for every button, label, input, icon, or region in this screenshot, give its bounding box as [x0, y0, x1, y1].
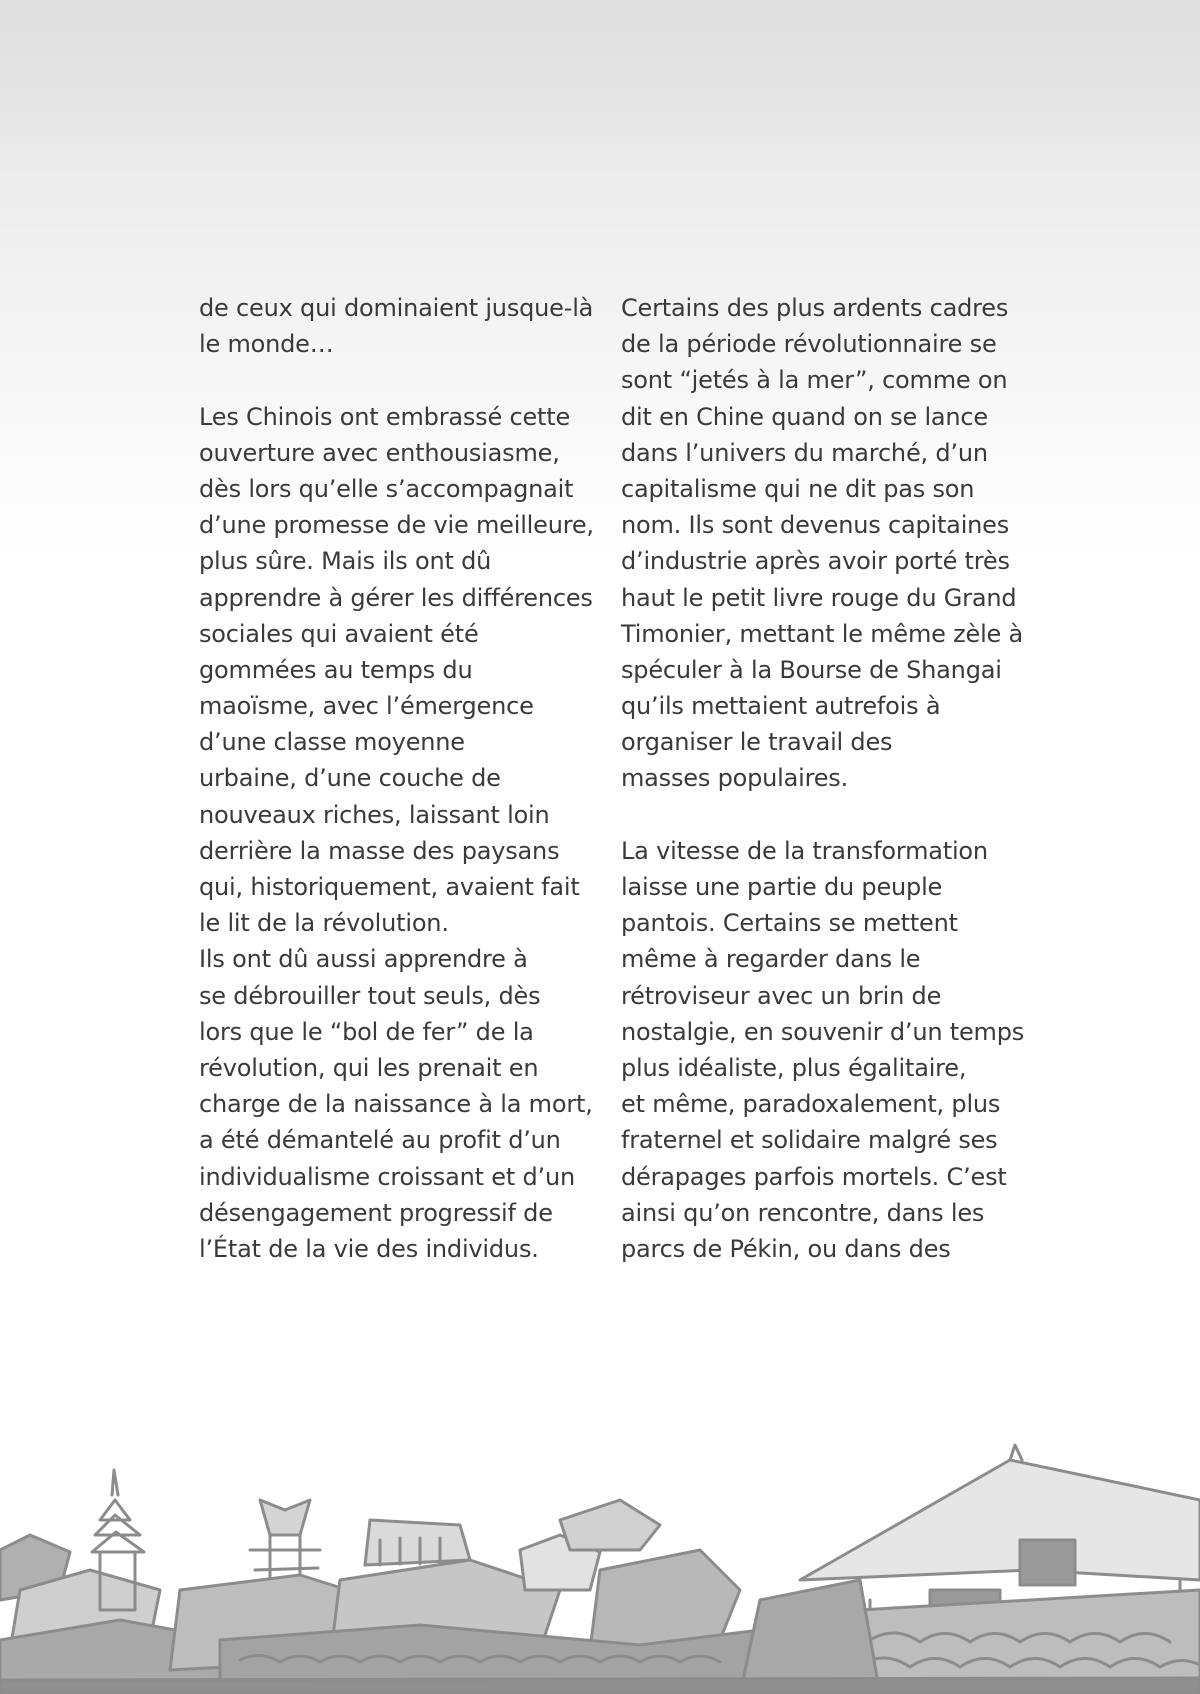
text-line: de la période révolutionnaire se — [621, 330, 997, 359]
text-line: nouveaux riches, laissant loin — [199, 800, 550, 829]
text-line: gommées au temps du — [199, 655, 473, 684]
text-line — [621, 797, 1021, 833]
text-line: maoïsme, avec l’émergence — [199, 692, 534, 721]
text-line: qu’ils mettaient autrefois à — [621, 692, 941, 721]
text-line: d’industrie après avoir porté très — [621, 547, 1010, 576]
text-line: le monde… — [199, 330, 334, 359]
text-line — [199, 362, 599, 398]
text-column-right — [621, 290, 1025, 1267]
text-line: sont “jetés à la mer”, comme on — [621, 366, 1008, 395]
text-line: ainsi qu’on rencontre, dans les — [621, 1198, 985, 1227]
text-line: derrière la masse des paysans — [199, 836, 560, 865]
text-line: urbaine, d’une couche de — [199, 764, 501, 793]
text-line: apprendre à gérer les différences — [199, 583, 593, 612]
text-line: qui, historiquement, avaient fait — [199, 873, 580, 901]
text-line: désengagement progressif de — [199, 1198, 553, 1227]
text-line: nostalgie, en souvenir d’un temps — [621, 1017, 1025, 1046]
text-line: Les Chinois ont embrassé cette — [199, 402, 571, 431]
text-line: d’une classe moyenne — [199, 728, 465, 757]
text-line: Timonier, mettant le même zèle à — [621, 619, 1024, 648]
text-line: organiser le travail des — [621, 728, 893, 757]
text-line: dès lors qu’elle s’accompagnait — [199, 474, 574, 503]
text-line: et même, paradoxalement, plus — [621, 1090, 1001, 1119]
text-line: l’État de la vie des individus. — [199, 1234, 539, 1263]
text-line: même à regarder dans le — [621, 945, 921, 974]
text-line: charge de la naissance à la mort, — [199, 1090, 593, 1119]
text-line: se débrouiller tout seuls, dès — [199, 981, 541, 1010]
text-line: sociales qui avaient été — [199, 619, 479, 648]
text-line: fraternel et solidaire malgré ses — [621, 1126, 998, 1155]
text-line: lors que le “bol de fer” de la — [199, 1017, 534, 1046]
text-line: Certains des plus ardents cadres — [621, 294, 1009, 322]
text-line: nom. Ils sont devenus capitaines — [621, 511, 1010, 540]
text-line: parcs de Pékin, ou dans des — [621, 1234, 951, 1263]
text-line: ouverture avec enthousiasme, — [199, 438, 560, 467]
text-line: plus idéaliste, plus égalitaire, — [621, 1053, 967, 1082]
text-line: d’une promesse de vie meilleure, — [199, 511, 594, 540]
text-line: révolution, qui les prenait en — [199, 1053, 539, 1082]
text-line: dans l’univers du marché, d’un — [621, 438, 988, 467]
rooftops-sketch-illustration — [0, 1440, 1200, 1694]
text-line: dérapages parfois mortels. C’est — [621, 1162, 1007, 1191]
text-line: pantois. Certains se mettent — [621, 909, 958, 938]
text-column-left — [199, 290, 599, 1267]
text-line: individualisme croissant et d’un — [199, 1162, 575, 1191]
text-line: rétroviseur avec un brin de — [621, 981, 942, 1010]
text-line: le lit de la révolution. — [199, 909, 449, 938]
text-line: capitalisme qui ne dit pas son — [621, 474, 975, 503]
text-line: laisse une partie du peuple — [621, 873, 943, 901]
text-line: spéculer à la Bourse de Shangai — [621, 655, 1002, 684]
text-line: haut le petit livre rouge du Grand — [621, 583, 1017, 612]
text-line: La vitesse de la transformation — [621, 836, 988, 865]
text-line: a été démantelé au profit d’un — [199, 1126, 561, 1155]
text-line: dit en Chine quand on se lance — [621, 402, 988, 431]
text-line: plus sûre. Mais ils ont dû — [199, 547, 492, 576]
text-line: masses populaires. — [621, 764, 849, 793]
text-line: Ils ont dû aussi apprendre à — [199, 945, 528, 974]
text-line: de ceux qui dominaient jusque-là — [199, 294, 594, 322]
